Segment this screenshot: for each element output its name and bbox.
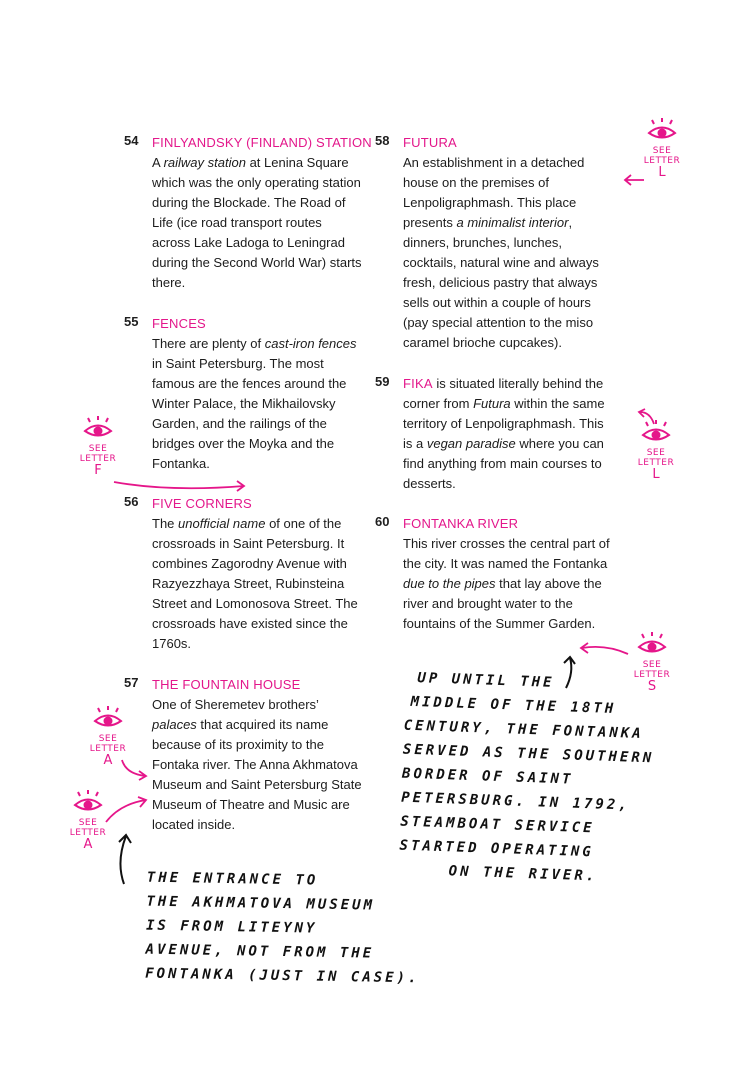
entry-title: FONTANKA RIVER <box>403 516 519 531</box>
note-line: AVENUE, NOT FROM THE <box>145 941 375 962</box>
arrow-to-fountain-house-ink <box>114 832 136 886</box>
italic-phrase: a minimalist interior <box>456 215 569 230</box>
letter-ref: L <box>652 467 660 482</box>
eye-icon <box>635 632 669 658</box>
entry-number: 54 <box>124 133 139 148</box>
text-run: is situated literally behind the corner from <box>403 376 604 411</box>
see-letter-note-l-top <box>634 118 690 180</box>
note-line: IS FROM LITEYNY <box>145 917 318 937</box>
entry-number: 56 <box>124 494 139 509</box>
entry-body <box>152 334 362 474</box>
entry-body <box>152 153 362 293</box>
text-run: The <box>152 516 179 531</box>
note-line: STEAMBOAT SERVICE <box>400 813 595 837</box>
see-letter-label: SEE LETTER <box>79 444 117 464</box>
letter-ref: S <box>647 679 657 694</box>
italic-phrase: cast-iron fences <box>264 336 357 351</box>
letter-ref: A <box>103 753 113 768</box>
arrow-to-fika <box>636 408 660 426</box>
eye-icon <box>71 790 105 816</box>
text-run: This river crosses the central part of the city. It was named the Fontanka <box>403 536 610 571</box>
entry-title: FUTURA <box>403 135 457 150</box>
entry-56 <box>124 494 402 654</box>
fontanka-handwritten-note <box>398 666 657 891</box>
text-run: There are plenty of <box>152 336 265 351</box>
text-run: that acquired its name because of its proximity to the Fontaka river. The Anna Akhmatova Museum and Saint Petersburg State Museum of Theatre and Music are located inside. <box>152 717 362 832</box>
note-line: PETERSBURG. IN 1792, <box>400 789 630 814</box>
arrow-to-fountain-house-b <box>104 796 150 826</box>
entry-55 <box>124 314 402 474</box>
akhmatova-handwritten-note <box>145 866 421 991</box>
entry-title: FINLYANDSKY (FINLAND) STATION <box>152 135 372 150</box>
note-line: BORDER OF SAINT <box>401 765 574 788</box>
entry-58 <box>375 133 653 353</box>
italic-phrase: vegan paradise <box>426 436 516 451</box>
entry-number: 59 <box>375 374 390 389</box>
see-letter-note-l-mid <box>628 420 684 482</box>
text-run: One of Sheremetev brothers’ <box>152 697 319 712</box>
text-run: within the same territory of Lenpoligraphmash. This is a <box>403 396 605 451</box>
note-line: STARTED OPERATING <box>399 837 595 861</box>
see-letter-label: SEE LETTER <box>637 448 675 468</box>
entry-title: FIVE CORNERS <box>152 496 252 511</box>
entry-number: 57 <box>124 675 139 690</box>
entry-number: 60 <box>375 514 390 529</box>
see-letter-note-s <box>624 632 680 694</box>
entry-body <box>403 374 613 494</box>
entry-body <box>152 514 362 654</box>
text-run: at Lenina Square which was the only operating station during the Blockade. The Road of Life (ice road transport routes across Lake Ladoga to Leningrad during the Second World War) starts there. <box>152 155 362 290</box>
italic-phrase: Futura <box>473 396 511 411</box>
text-run: that lay above the river and brought water to the fountains of the Summer Garden. <box>403 576 602 631</box>
text-run: , dinners, brunches, lunches, cocktails, natural wine and always fresh, delicious pastry that always sells out within a couple of hours (pay special attention to the miso caramel brioche cupcakes). <box>403 215 599 350</box>
note-line: SERVED AS THE SOUTHERN <box>402 741 655 767</box>
arrow-to-fontanka-ink <box>560 654 582 690</box>
entry-title: FENCES <box>152 316 206 331</box>
see-letter-label: SEE LETTER <box>643 146 681 166</box>
letter-ref: F <box>94 463 102 478</box>
arrow-to-futura <box>622 172 646 188</box>
note-line: FONTANKA (JUST IN CASE). <box>145 965 420 987</box>
note-line: MIDDLE OF THE 18TH <box>410 693 617 718</box>
text-run: A <box>152 155 164 170</box>
entry-57 <box>124 675 402 835</box>
entry-body <box>403 153 613 353</box>
entry-body <box>403 534 613 634</box>
text-run: where you can find anything from main courses to desserts. <box>403 436 604 491</box>
italic-phrase: due to the pipes <box>403 576 496 591</box>
entry-body <box>152 695 362 835</box>
italic-phrase: palaces <box>152 717 197 732</box>
entry-60 <box>375 514 653 634</box>
text-run: in Saint Petersburg. The most famous are the fences around the Winter Palace, the Mikhailovsky Garden, and the railings of the bridges over the Moyka and the Fontanka. <box>152 356 347 471</box>
see-letter-label: SEE LETTER <box>69 818 107 838</box>
letter-ref: A <box>83 837 93 852</box>
arrow-to-fountain-house-a <box>120 758 150 780</box>
text-run: An establishment in a detached house on the premises of Lenpoligraphmash. This place presents <box>403 155 585 230</box>
entry-number: 55 <box>124 314 139 329</box>
entry-54 <box>124 133 402 293</box>
see-letter-note-f <box>70 416 126 478</box>
arrow-to-fontanka <box>576 640 630 660</box>
entry-number: 58 <box>375 133 390 148</box>
entry-59 <box>375 374 653 494</box>
note-line: UP UNTIL THE <box>417 670 555 691</box>
note-line: THE ENTRANCE TO <box>146 869 319 889</box>
see-letter-label: SEE LETTER <box>89 734 127 754</box>
see-letter-label: SEE LETTER <box>633 660 671 680</box>
note-line: CENTURY, THE FONTANKA <box>403 717 644 743</box>
entry-title: FIKA <box>403 376 433 391</box>
eye-icon <box>91 706 125 732</box>
eye-icon <box>81 416 115 442</box>
eye-icon <box>645 118 679 144</box>
note-line: ON THE RIVER. <box>448 863 598 885</box>
arrow-to-fences <box>110 476 250 496</box>
entry-title: THE FOUNTAIN HOUSE <box>152 677 301 692</box>
letter-ref: L <box>658 165 666 180</box>
italic-phrase: unofficial name <box>178 516 266 531</box>
italic-phrase: railway station <box>163 155 246 170</box>
note-line: THE AKHMATOVA MUSEUM <box>146 893 376 914</box>
text-run: of one of the crossroads in Saint Petersburg. It combines Zagorodny Avenue with Razyezzhaya Street, Rubinsteina Street and Lomonosova Street. The crossroads have existed since the 1760s. <box>152 516 358 651</box>
entry-body-text <box>403 376 605 491</box>
